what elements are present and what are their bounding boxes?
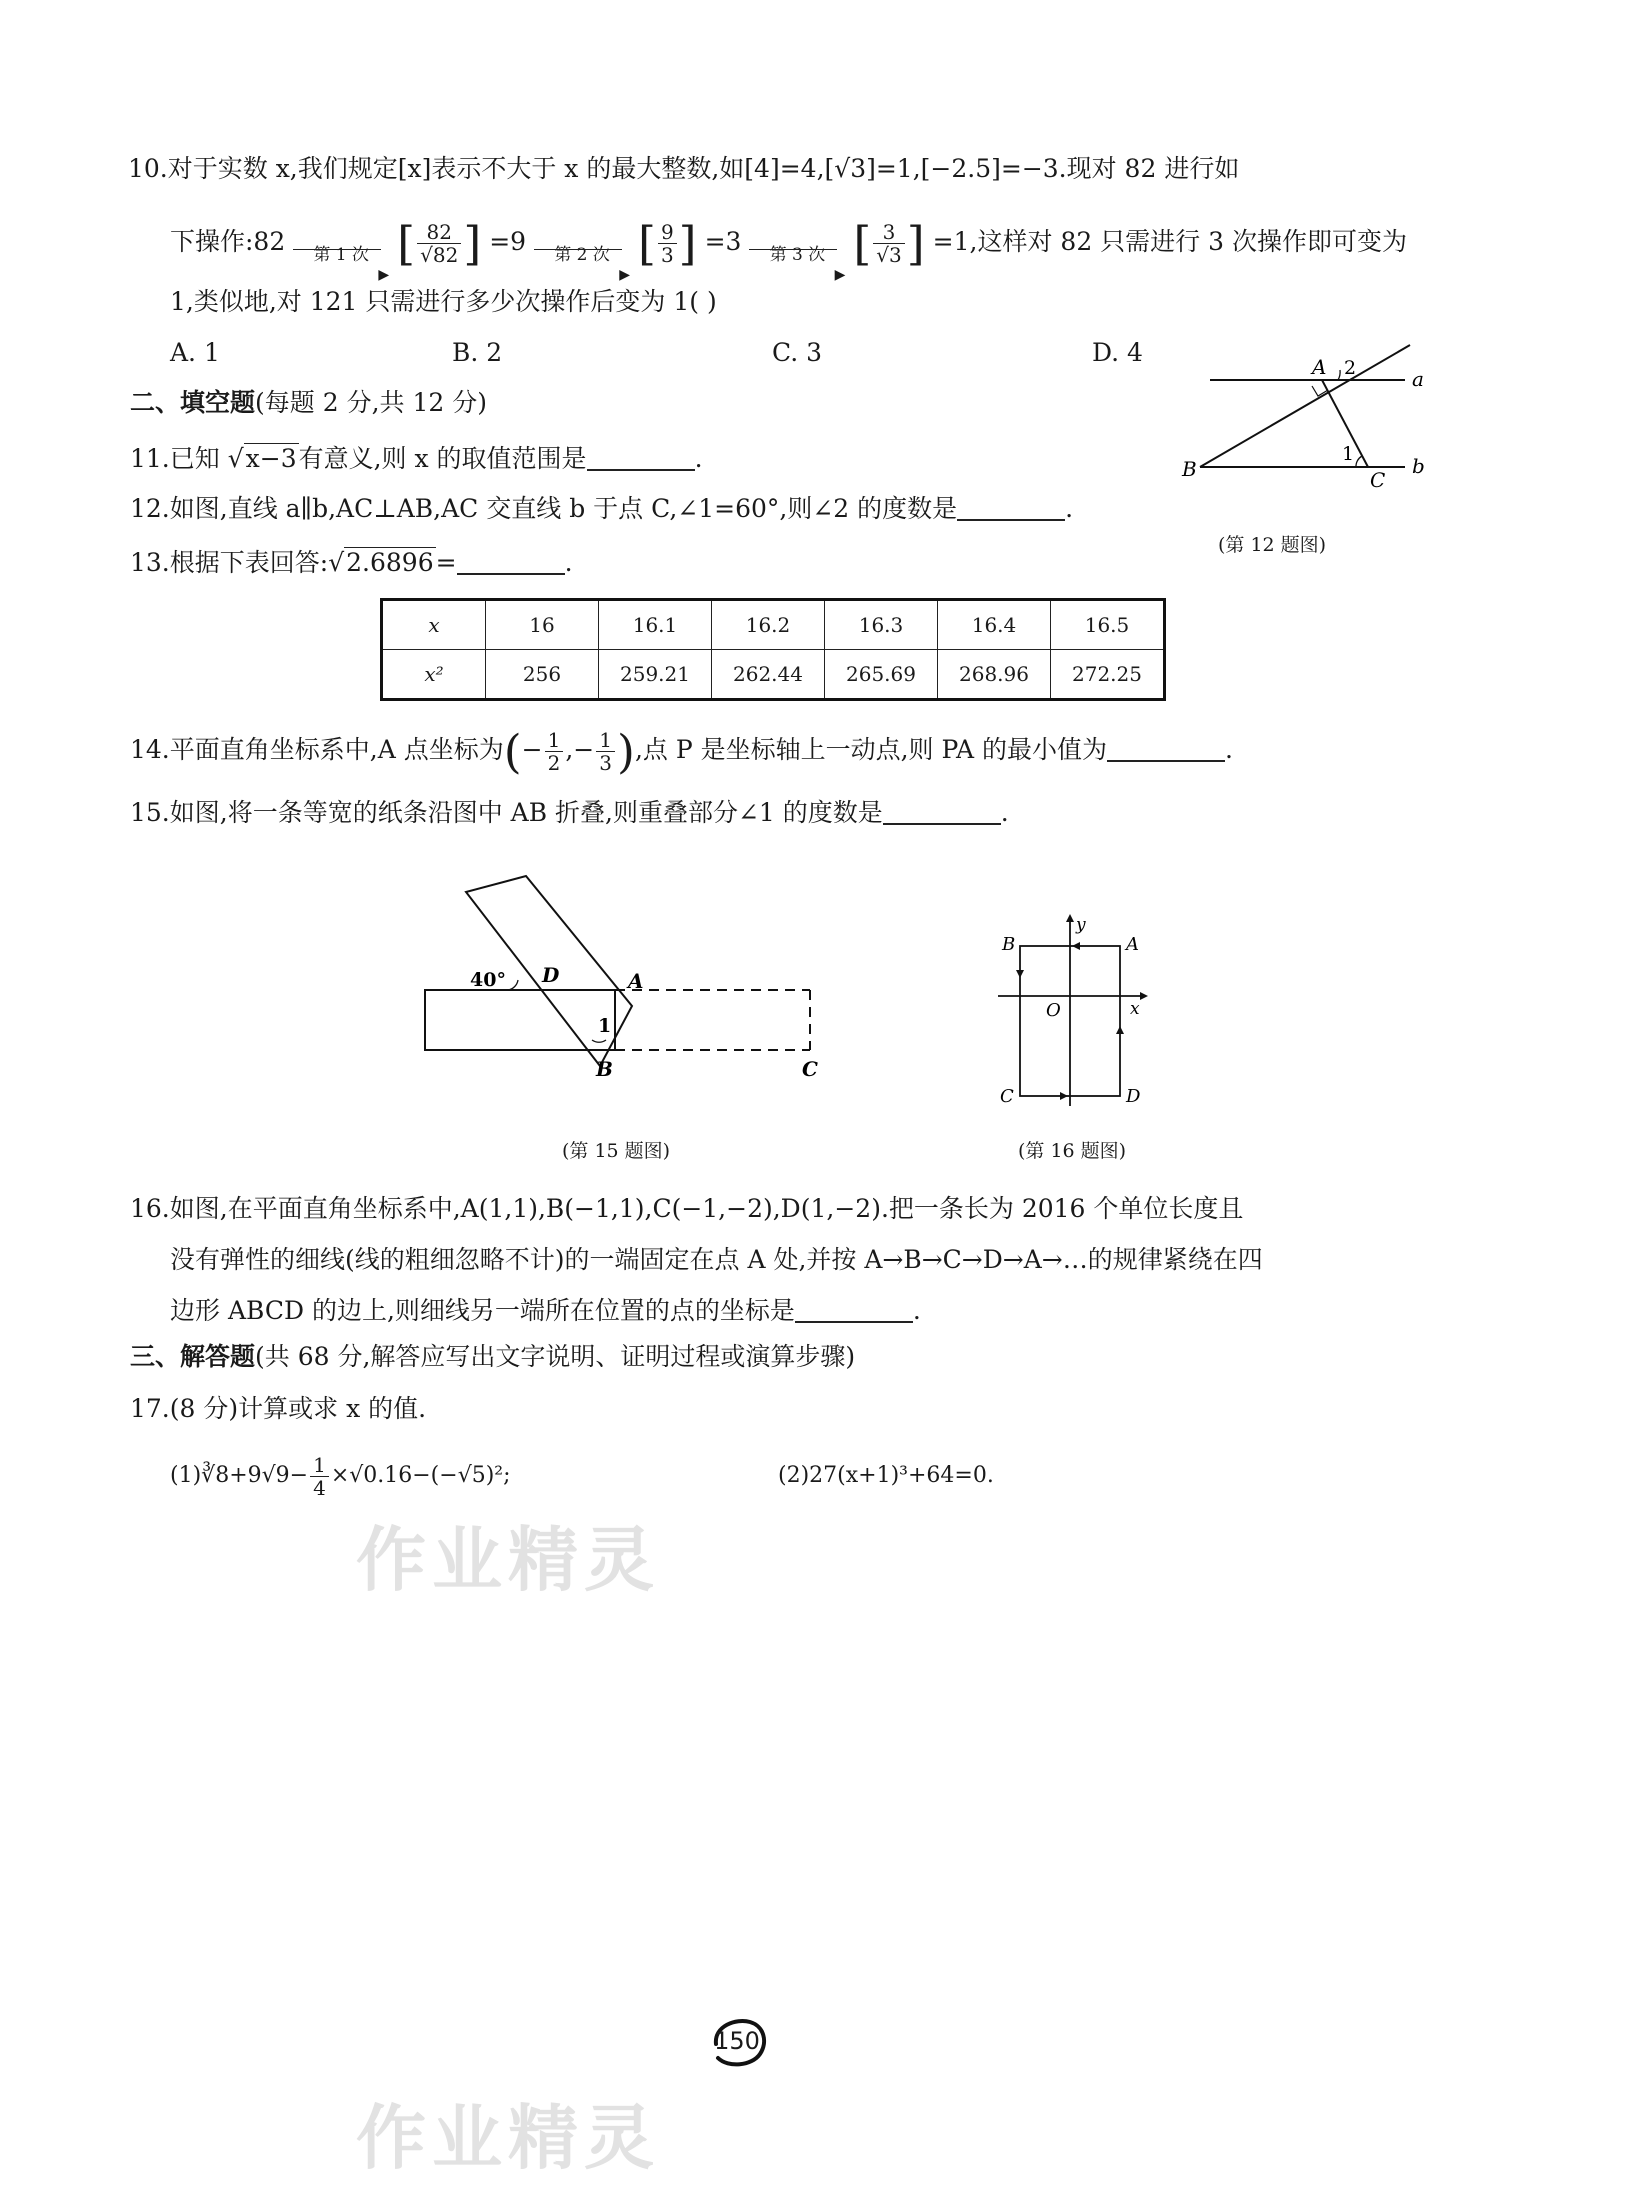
section2-title: 二、填空题	[130, 388, 256, 417]
section3-heading	[130, 1340, 855, 1374]
section3-title: 三、解答题	[130, 1342, 256, 1371]
label-40deg: 40°	[470, 969, 506, 991]
q10-arrow-3: 第 3 次 ▶	[749, 227, 845, 261]
section2-heading	[130, 386, 487, 420]
table-row	[382, 600, 1165, 650]
q14-frac-2: $\frac{1}{3}$	[596, 729, 615, 774]
q10-line3: 1,类似地,对 121 只需进行多少次操作后变为 1( )	[170, 287, 717, 316]
q16-line2: 没有弹性的细线(线的粗细忽略不计)的一端固定在点 A 处,并按 A→B→C→D→A→…的规律紧绕在四	[170, 1245, 1263, 1274]
table-cell: 16.3	[825, 600, 938, 650]
figure-12	[1170, 330, 1440, 490]
figure-15-caption: (第 15 题图)	[562, 1140, 671, 1162]
arrow-a-to-b	[1072, 942, 1080, 950]
q13-radicand: 2.6896	[346, 548, 434, 577]
arrow-b-to-c	[1016, 970, 1024, 978]
label-A: A	[1312, 355, 1327, 379]
q14-frac-1: $\frac{1}{2}$	[545, 729, 564, 774]
angle-1-arc	[592, 1040, 606, 1042]
label-A: A	[628, 969, 644, 993]
q10-line1: 10.对于实数 x,我们规定[x]表示不大于 x 的最大整数,如[4]=4,[√3]=1,[−2.5]=−3.现对 82 进行如	[128, 154, 1240, 183]
table-row	[382, 650, 1165, 700]
table-cell: x	[382, 600, 486, 650]
table-cell: 256	[486, 650, 599, 700]
q11: 11.已知 √x−3有意义,则 x 的取值范围是 .	[130, 444, 703, 473]
q16-blank[interactable]	[795, 1297, 913, 1323]
q10-arrow-2: 第 2 次 ▶	[534, 227, 630, 261]
q10-option-d: D. 4	[1092, 338, 1143, 367]
q13-blank[interactable]	[457, 549, 565, 575]
label-C: C	[802, 1057, 818, 1081]
arrow-c-to-d	[1060, 1092, 1068, 1100]
angle-1-arc	[1356, 456, 1362, 467]
table-cell: x²	[382, 650, 486, 700]
label-x: x	[1130, 999, 1140, 1019]
table-cell: 265.69	[825, 650, 938, 700]
q10-option-c: C. 3	[772, 338, 823, 367]
q11-radicand: x−3	[245, 444, 297, 473]
table-cell: 268.96	[938, 650, 1051, 700]
q16-line1: 16.如图,在平面直角坐标系中,A(1,1),B(−1,1),C(−1,−2),D(1,−2).把一条长为 2016 个单位长度且	[130, 1194, 1244, 1223]
label-D: D	[542, 963, 560, 987]
q10-frac-3: $\frac{3}{√3}$	[873, 221, 904, 266]
table-cell: 16.1	[599, 600, 712, 650]
q16-line3: 边形 ABCD 的边上,则细线另一端所在位置的点的坐标是 .	[170, 1296, 921, 1325]
q10-line2: 下操作:82 第 1 次 ▶ [ $\frac{82}{√82}$ ] =9 第 2 次 ▶ [ $\frac{9}{3}$ ] =3 第 3 次 ▶ [ $\frac{3}{√3}$ ] =1,这样对 82 只需进行 3 次操作即可变为	[170, 216, 1407, 283]
q10-eq9: =9	[489, 227, 527, 256]
label-b: b	[1412, 454, 1425, 478]
q10-option-b: B. 2	[452, 338, 503, 367]
label-B: B	[1182, 457, 1197, 481]
q17-head: 17.(8 分)计算或求 x 的值.	[130, 1394, 427, 1423]
q12-blank[interactable]	[957, 495, 1065, 521]
watermark-middle: 作业精灵	[356, 1519, 660, 1601]
label-1: 1	[598, 1015, 612, 1037]
q10-arrow-1: 第 1 次 ▶	[293, 227, 389, 261]
table-cell: 16	[486, 600, 599, 650]
q10-frac-1: $\frac{82}{√82}$	[417, 221, 461, 266]
table-cell: 262.44	[712, 650, 825, 700]
section2-note: (每题 2 分,共 12 分)	[255, 388, 487, 417]
y-axis-arrow	[1066, 914, 1074, 922]
table-cell: 16.2	[712, 600, 825, 650]
q13: 13.根据下表回答:√2.6896= .	[130, 548, 573, 577]
q10-prefix: 下操作:82	[170, 227, 286, 256]
label-A: A	[1126, 934, 1139, 955]
label-B: B	[1002, 934, 1016, 955]
q17-part2: (2)27(x+1)³+64=0.	[778, 1463, 994, 1488]
label-y: y	[1076, 915, 1086, 935]
label-O: O	[1046, 1000, 1061, 1021]
table-cell: 272.25	[1051, 650, 1165, 700]
section3-note: (共 68 分,解答应写出文字说明、证明过程或演算步骤)	[255, 1342, 856, 1371]
table-cell: 259.21	[599, 650, 712, 700]
label-C: C	[1000, 1086, 1014, 1107]
q15-blank[interactable]	[883, 799, 1001, 825]
q11-blank[interactable]	[587, 445, 695, 471]
line-ba-extended	[1200, 345, 1410, 467]
q17-part1: (1)∛8+9√9− $\frac{1}{4}$ ×√0.16−(−√5)²;	[170, 1452, 511, 1500]
watermark-bottom: 作业精灵	[356, 2097, 660, 2179]
q14-blank[interactable]	[1107, 736, 1225, 762]
label-2: 2	[1344, 357, 1357, 379]
q15: 15.如图,将一条等宽的纸条沿图中 AB 折叠,则重叠部分∠1 的度数是 .	[130, 798, 1009, 827]
label-B: B	[596, 1057, 613, 1081]
figure-16	[990, 910, 1150, 1110]
figure-12-caption: (第 12 题图)	[1218, 534, 1327, 556]
strip-bottom	[425, 990, 615, 1050]
q10-option-a: A. 1	[170, 338, 220, 367]
figure-16-caption: (第 16 题图)	[1018, 1140, 1127, 1162]
q10-frac-2: $\frac{9}{3}$	[658, 221, 677, 266]
x-axis-arrow	[1140, 992, 1148, 1000]
angle-40-arc	[508, 980, 518, 990]
q10-eq3: =3	[704, 227, 742, 256]
q14: 14.平面直角坐标系中,A 点坐标为(− $\frac{1}{2}$ ,− $\frac{1}{3}$ ),点 P 是坐标轴上一动点,则 PA 的最小值为 .	[130, 724, 1233, 779]
squares-table	[380, 598, 1166, 701]
label-a: a	[1412, 367, 1424, 391]
arrow-d-to-a	[1116, 1026, 1124, 1034]
q10-tail: =1,这样对 82 只需进行 3 次操作即可变为	[932, 227, 1407, 256]
q12: 12.如图,直线 a∥b,AC⊥AB,AC 交直线 b 于点 C,∠1=60°,则∠2 的度数是 .	[130, 494, 1074, 523]
table-cell: 16.4	[938, 600, 1051, 650]
table-cell: 16.5	[1051, 600, 1165, 650]
label-1: 1	[1342, 443, 1355, 465]
angle-2-arc	[1338, 370, 1340, 380]
label-D: D	[1126, 1086, 1141, 1107]
page-number: 150	[714, 2027, 760, 2055]
label-C: C	[1370, 468, 1386, 490]
figure-15	[410, 862, 830, 1102]
q17-frac: $\frac{1}{4}$	[310, 1454, 329, 1499]
